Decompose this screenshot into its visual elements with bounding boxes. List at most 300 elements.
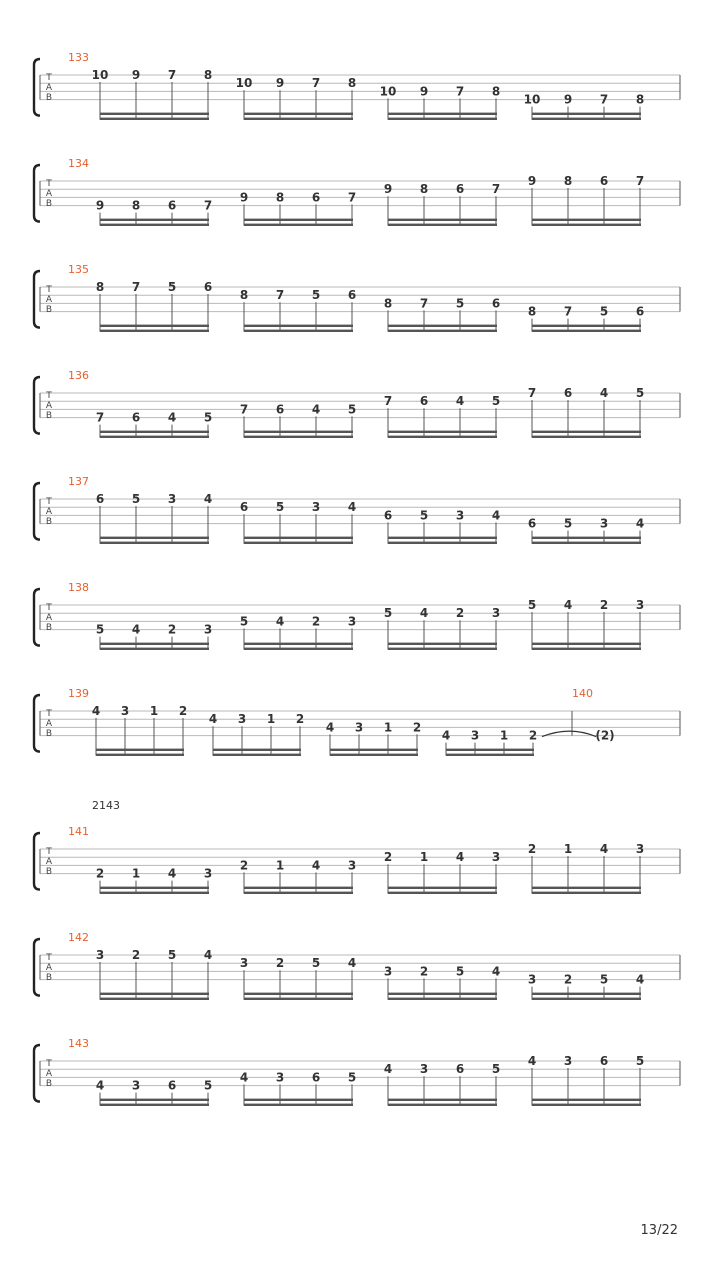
fret-number: 2 <box>95 866 105 881</box>
fret-number: 6 <box>563 386 573 400</box>
fret-number: 2 <box>563 972 573 987</box>
fret-number: 7 <box>635 174 645 188</box>
fret-number: 5 <box>95 622 105 637</box>
beam <box>388 1104 497 1106</box>
fret-number: 4 <box>95 1078 105 1093</box>
fret-number: 6 <box>455 1062 465 1077</box>
beam <box>388 224 497 226</box>
fret-number: 4 <box>599 386 609 400</box>
beam <box>388 330 497 332</box>
beam <box>532 431 641 433</box>
fret-number: 4 <box>239 1070 249 1085</box>
system-bracket <box>34 165 40 222</box>
fret-number: 8 <box>131 198 141 213</box>
fret-number: 4 <box>599 842 609 856</box>
fret-number: 6 <box>599 1054 609 1068</box>
beam <box>388 892 497 894</box>
fret-number: 10 <box>235 76 253 91</box>
fret-number: 3 <box>527 972 537 987</box>
fret-number: 1 <box>563 842 573 856</box>
beam <box>388 887 497 889</box>
fret-number: 4 <box>347 956 357 971</box>
beam <box>100 113 209 115</box>
beam <box>100 648 209 650</box>
fret-number: 9 <box>239 190 249 205</box>
beam <box>330 749 418 751</box>
fret-number: 3 <box>167 492 177 506</box>
beam <box>244 1104 353 1106</box>
fret-number: 4 <box>455 850 465 865</box>
tab-clef-letter: A <box>45 857 53 867</box>
beam <box>388 542 497 544</box>
fret-number: 6 <box>203 280 213 294</box>
tab-clef-letter: T <box>46 603 52 613</box>
fret-number: 2 <box>419 964 429 979</box>
beam <box>213 754 301 756</box>
measure-number: 135 <box>68 263 89 276</box>
fret-number: 6 <box>599 174 609 188</box>
fret-number: 1 <box>149 704 159 718</box>
fret-number: 8 <box>239 288 249 303</box>
beam <box>244 998 353 1000</box>
beam <box>388 219 497 221</box>
fret-number: 8 <box>347 76 357 91</box>
fret-number: 6 <box>635 304 645 319</box>
fret-number: 8 <box>419 182 429 197</box>
tab-clef-letter: A <box>45 507 53 517</box>
fret-number: 4 <box>419 606 429 621</box>
fret-number: 5 <box>635 1054 645 1068</box>
fret-number: 5 <box>563 516 573 531</box>
tab-system <box>34 51 680 120</box>
fret-number: 7 <box>203 198 213 213</box>
beam <box>532 648 641 650</box>
fret-number: 1 <box>383 720 393 735</box>
tab-clef-letter: T <box>46 73 52 83</box>
fret-number: 5 <box>599 972 609 987</box>
fret-number: 3 <box>347 858 357 873</box>
measure-number: 137 <box>68 475 89 488</box>
system-bracket <box>34 589 40 646</box>
beam <box>100 436 209 438</box>
tab-clef-letter: A <box>45 1069 53 1079</box>
measure-number: 138 <box>68 581 89 594</box>
beam <box>100 1099 209 1101</box>
tab-system <box>34 825 680 894</box>
measure-number: 143 <box>68 1037 89 1050</box>
beam <box>388 113 497 115</box>
fret-number: 9 <box>131 68 141 82</box>
measure-number: 139 <box>68 687 89 700</box>
system-bracket <box>34 695 40 752</box>
beam <box>532 998 641 1000</box>
fret-number: 9 <box>563 92 573 107</box>
fret-number: 5 <box>131 492 141 506</box>
tab-system <box>34 931 680 1000</box>
fret-number: 6 <box>383 508 393 523</box>
fret-number: 2 <box>383 850 393 865</box>
fret-number: 4 <box>347 500 357 515</box>
beam <box>532 325 641 327</box>
beam <box>100 330 209 332</box>
tab-clef-letter: T <box>46 179 52 189</box>
fret-number: 8 <box>95 280 105 294</box>
fret-number: 4 <box>441 728 451 743</box>
tab-clef-letter: B <box>45 729 53 739</box>
beam <box>244 537 353 539</box>
measure-number: 142 <box>68 931 89 944</box>
fret-number: 5 <box>167 280 177 294</box>
fret-number: 5 <box>455 296 465 311</box>
fret-number: 3 <box>239 956 249 971</box>
measure-number: 141 <box>68 825 89 838</box>
fret-number: 8 <box>383 296 393 311</box>
fret-number: 5 <box>347 402 357 417</box>
fret-number: 9 <box>275 76 285 91</box>
fret-number: 4 <box>203 948 213 962</box>
fret-number: 6 <box>419 394 429 409</box>
fret-number: 9 <box>419 84 429 99</box>
fret-number: 5 <box>419 508 429 523</box>
fret-number: 5 <box>347 1070 357 1085</box>
fret-number: 6 <box>167 198 177 213</box>
fret-number: 3 <box>203 866 213 881</box>
fret-number: 3 <box>635 842 645 856</box>
fret-number: 2 <box>412 720 422 735</box>
tab-system <box>34 687 680 756</box>
beam <box>532 113 641 115</box>
fret-number: 7 <box>491 182 501 197</box>
beam <box>532 330 641 332</box>
fret-number: 3 <box>131 1078 141 1093</box>
beam <box>244 643 353 645</box>
fret-number: 2 <box>599 598 609 612</box>
tab-clef-letter: B <box>45 973 53 983</box>
beam <box>244 648 353 650</box>
fret-number: 6 <box>167 1078 177 1093</box>
fret-number: 1 <box>275 858 285 873</box>
measure-number: 136 <box>68 369 89 382</box>
beam <box>446 749 534 751</box>
fret-number: 4 <box>325 720 335 735</box>
fret-number: 2 <box>131 948 141 962</box>
beam <box>532 1099 641 1101</box>
fret-number: 5 <box>203 410 213 425</box>
fret-number: 2 <box>311 614 321 629</box>
fret-number: 6 <box>311 190 321 205</box>
tab-clef-letter: A <box>45 719 53 729</box>
tab-clef-letter: A <box>45 189 53 199</box>
fret-number: 8 <box>491 84 501 99</box>
fret-number: 8 <box>527 304 537 319</box>
fret-number: 2 <box>275 956 285 971</box>
fret-number: 7 <box>383 394 393 409</box>
beam <box>532 537 641 539</box>
tab-clef-letter: T <box>46 847 52 857</box>
beam <box>244 325 353 327</box>
fret-number: 7 <box>95 410 105 425</box>
fret-number: 3 <box>95 948 105 962</box>
fret-number: 4 <box>203 492 213 506</box>
fret-number: 4 <box>455 394 465 409</box>
fret-number: 5 <box>275 500 285 515</box>
tab-clef-letter: B <box>45 305 53 315</box>
fret-number: 3 <box>237 712 247 727</box>
tab-clef-letter: A <box>45 963 53 973</box>
tab-clef-letter: T <box>46 497 52 507</box>
fret-number: 8 <box>635 92 645 107</box>
fret-number: 10 <box>91 68 109 82</box>
fret-number: 7 <box>563 304 573 319</box>
annotation-text: 2143 <box>92 799 120 812</box>
fret-number: 3 <box>470 728 480 743</box>
fret-number: 5 <box>239 614 249 629</box>
beam <box>330 754 418 756</box>
fret-number: 5 <box>167 948 177 962</box>
tab-clef-letter: A <box>45 295 53 305</box>
beam <box>532 1104 641 1106</box>
fret-number: 10 <box>523 92 541 107</box>
beam <box>388 431 497 433</box>
fret-number: 4 <box>167 866 177 881</box>
fret-number: 6 <box>311 1070 321 1085</box>
fret-number: 3 <box>635 598 645 612</box>
fret-number: 6 <box>491 296 501 311</box>
fret-number: 4 <box>527 1054 537 1068</box>
beam <box>446 754 534 756</box>
fret-number: 2 <box>295 712 305 727</box>
fret-number: 2 <box>455 606 465 621</box>
fret-number: 5 <box>203 1078 213 1093</box>
beam <box>532 118 641 120</box>
fret-number: 3 <box>599 516 609 531</box>
fret-number: 4 <box>311 858 321 873</box>
fret-number: 6 <box>455 182 465 197</box>
beam <box>244 1099 353 1101</box>
fret-number: 5 <box>383 606 393 621</box>
beam <box>100 1104 209 1106</box>
tab-clef-letter: T <box>46 953 52 963</box>
beam <box>532 643 641 645</box>
fret-number: 1 <box>419 850 429 865</box>
beam <box>213 749 301 751</box>
system-bracket <box>34 483 40 540</box>
beam <box>100 998 209 1000</box>
beam <box>532 219 641 221</box>
fret-number: 5 <box>635 386 645 400</box>
beam <box>244 118 353 120</box>
fret-number: 9 <box>383 182 393 197</box>
system-bracket <box>34 939 40 996</box>
fret-number: 6 <box>239 500 249 515</box>
beam <box>388 648 497 650</box>
tab-clef-letter: T <box>46 709 52 719</box>
fret-number: 5 <box>455 964 465 979</box>
system-bracket <box>34 59 40 116</box>
tab-clef-letter: B <box>45 517 53 527</box>
fret-number: 10 <box>379 84 397 99</box>
fret-number: 9 <box>527 174 537 188</box>
fret-number: 7 <box>347 190 357 205</box>
tab-clef-letter: B <box>45 623 53 633</box>
fret-number: 9 <box>95 198 105 213</box>
beam <box>100 219 209 221</box>
fret-number: 4 <box>275 614 285 629</box>
fret-number: 4 <box>208 712 218 727</box>
beam <box>388 993 497 995</box>
measure-number: 140 <box>572 687 593 700</box>
beam <box>244 431 353 433</box>
system-bracket <box>34 833 40 890</box>
beam <box>100 537 209 539</box>
beam <box>532 542 641 544</box>
fret-number: 2 <box>178 704 188 718</box>
fret-number: 3 <box>354 720 364 735</box>
fret-number: 2 <box>528 728 538 743</box>
fret-number: 3 <box>347 614 357 629</box>
fret-number: 1 <box>131 866 141 881</box>
fret-number: 7 <box>455 84 465 99</box>
beam <box>244 892 353 894</box>
beam <box>100 431 209 433</box>
fret-number: 7 <box>419 296 429 311</box>
page-number: 13/22 <box>640 1223 678 1238</box>
beam <box>244 887 353 889</box>
fret-number: 6 <box>275 402 285 417</box>
beam <box>100 118 209 120</box>
fret-number: 7 <box>527 386 537 400</box>
beam <box>96 754 184 756</box>
beam <box>100 542 209 544</box>
fret-number: 7 <box>167 68 177 82</box>
fret-number: 5 <box>491 1062 501 1077</box>
tab-system <box>34 581 680 650</box>
fret-number: 8 <box>563 174 573 188</box>
fret-number: 4 <box>91 704 101 718</box>
fret-number: 4 <box>167 410 177 425</box>
fret-number: 3 <box>419 1062 429 1077</box>
fret-number: 4 <box>131 622 141 637</box>
system-bracket <box>34 377 40 434</box>
beam <box>244 224 353 226</box>
tab-clef-letter: A <box>45 613 53 623</box>
tab-clef-letter: B <box>45 1079 53 1089</box>
fret-number: 2 <box>167 622 177 637</box>
tab-systems <box>34 51 680 1106</box>
fret-number: 3 <box>120 704 130 718</box>
beam <box>100 643 209 645</box>
beam <box>96 749 184 751</box>
measure-number: 133 <box>68 51 89 64</box>
tab-clef-letter: T <box>46 1059 52 1069</box>
tab-clef-letter: B <box>45 199 53 209</box>
beam <box>244 330 353 332</box>
fret-number: 8 <box>203 68 213 82</box>
fret-number: 5 <box>311 288 321 303</box>
system-bracket <box>34 1045 40 1102</box>
fret-number: 4 <box>491 964 501 979</box>
tied-fret-number: (2) <box>595 728 615 743</box>
beam <box>388 325 497 327</box>
beam <box>532 892 641 894</box>
tab-system <box>34 157 680 226</box>
fret-number: 2 <box>239 858 249 873</box>
tab-clef-letter: B <box>45 867 53 877</box>
tab-system <box>34 369 680 438</box>
fret-number: 5 <box>491 394 501 409</box>
beam <box>100 993 209 995</box>
fret-number: 3 <box>311 500 321 515</box>
beam <box>388 643 497 645</box>
fret-number: 3 <box>275 1070 285 1085</box>
fret-number: 5 <box>527 598 537 612</box>
fret-number: 4 <box>635 972 645 987</box>
fret-number: 4 <box>635 516 645 531</box>
fret-number: 2 <box>527 842 537 856</box>
fret-number: 6 <box>95 492 105 506</box>
beam <box>244 542 353 544</box>
fret-number: 4 <box>491 508 501 523</box>
beam <box>244 993 353 995</box>
fret-number: 4 <box>311 402 321 417</box>
fret-number: 1 <box>266 712 276 727</box>
fret-number: 3 <box>203 622 213 637</box>
fret-number: 3 <box>491 850 501 865</box>
tab-clef-letter: A <box>45 83 53 93</box>
tab-clef-letter: T <box>46 285 52 295</box>
fret-number: 3 <box>491 606 501 621</box>
fret-number: 7 <box>311 76 321 91</box>
fret-number: 3 <box>455 508 465 523</box>
beam <box>244 113 353 115</box>
tab-system <box>34 263 680 332</box>
fret-number: 8 <box>275 190 285 205</box>
fret-number: 7 <box>599 92 609 107</box>
tab-system <box>34 1037 680 1106</box>
beam <box>244 219 353 221</box>
beam <box>532 436 641 438</box>
tab-clef-letter: B <box>45 93 53 103</box>
beam <box>100 887 209 889</box>
fret-number: 7 <box>275 288 285 303</box>
fret-number: 3 <box>383 964 393 979</box>
beam <box>388 998 497 1000</box>
fret-number: 7 <box>239 402 249 417</box>
fret-number: 5 <box>311 956 321 971</box>
beam <box>532 224 641 226</box>
system-bracket <box>34 271 40 328</box>
beam <box>532 993 641 995</box>
fret-number: 4 <box>383 1062 393 1077</box>
beam <box>388 118 497 120</box>
beam <box>388 1099 497 1101</box>
fret-number: 6 <box>347 288 357 303</box>
tab-clef-letter: B <box>45 411 53 421</box>
beam <box>388 436 497 438</box>
fret-number: 5 <box>599 304 609 319</box>
beam <box>532 887 641 889</box>
tab-clef-letter: A <box>45 401 53 411</box>
beam <box>244 436 353 438</box>
fret-number: 7 <box>131 280 141 294</box>
fret-number: 1 <box>499 728 509 743</box>
tab-system <box>34 475 680 544</box>
beam <box>388 537 497 539</box>
measure-number: 134 <box>68 157 89 170</box>
fret-number: 3 <box>563 1054 573 1068</box>
fret-number: 6 <box>527 516 537 531</box>
fret-number: 6 <box>131 410 141 425</box>
